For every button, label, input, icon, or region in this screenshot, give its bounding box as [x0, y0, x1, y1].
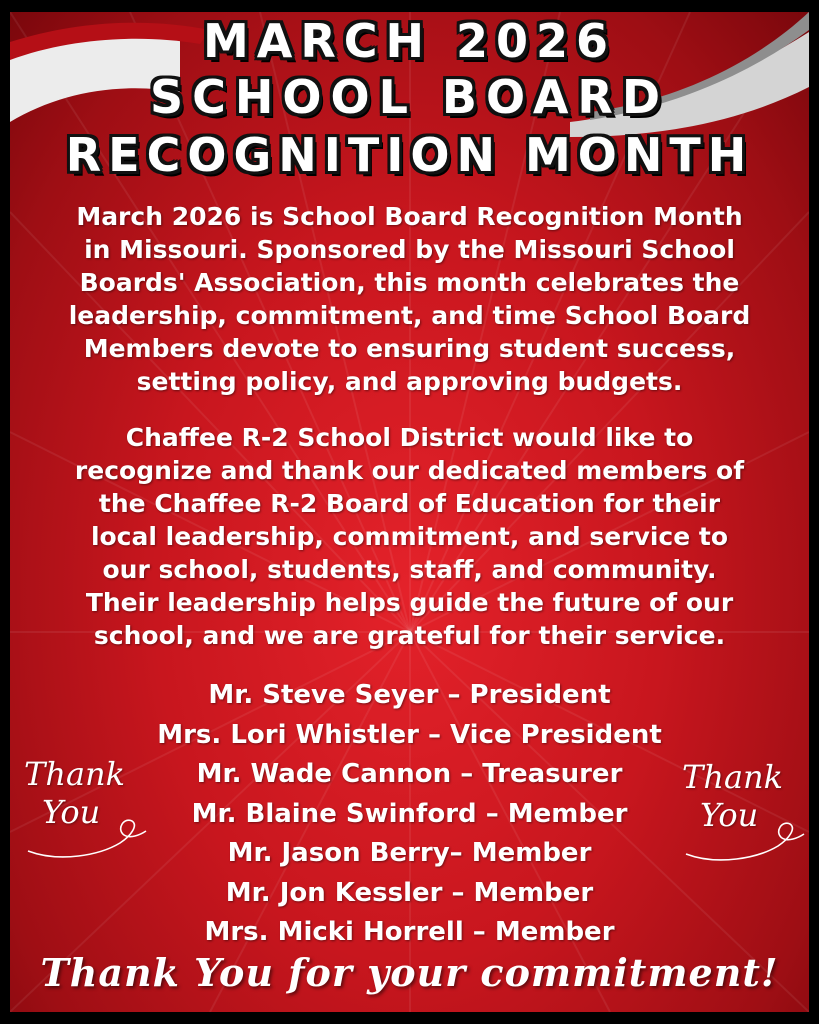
closing-thank-you: Thank You for your commitment!	[40, 950, 779, 995]
board-member: Mr. Blaine Swinford – Member	[191, 798, 628, 829]
board-member: Mrs. Lori Whistler – Vice President	[157, 719, 662, 750]
board-member: Mr. Jason Berry– Member	[227, 838, 592, 868]
district-line: our school, students, staff, and community.	[102, 555, 717, 584]
intro-line: Members devote to ensuring student success,	[83, 334, 736, 363]
title-line-1: MARCH 2026	[202, 14, 617, 68]
district-line: the Chaffee R-2 Board of Education for their	[98, 489, 721, 518]
thank-you-script-right	[678, 758, 808, 868]
intro-line: in Missouri. Sponsored by the Missouri School	[84, 235, 735, 264]
district-line: local leadership, commitment, and service to	[90, 522, 729, 551]
script-word-thank: Thank	[24, 755, 126, 793]
title-line-3: RECOGNITION MONTH	[65, 128, 754, 182]
district-line: school, and we are grateful for their service.	[93, 621, 726, 650]
script-word-you: You	[42, 793, 101, 831]
board-member: Mr. Wade Cannon – Treasurer	[196, 759, 623, 789]
script-word-thank: Thank	[682, 758, 784, 796]
intro-line: setting policy, and approving budgets.	[136, 367, 683, 396]
board-member: Mrs. Micki Horrell – Member	[204, 917, 615, 947]
flourish-right	[678, 758, 808, 868]
title-line-2: SCHOOL BOARD	[149, 70, 670, 124]
script-word-you: You	[700, 796, 759, 834]
intro-line: March 2026 is School Board Recognition Month	[76, 202, 743, 231]
intro-paragraph	[0, 200, 819, 398]
flourish-left	[20, 755, 150, 865]
district-line: Chaffee R-2 School District would like to	[125, 423, 694, 452]
intro-line: leadership, commitment, and time School Board	[68, 301, 751, 330]
district-line: recognize and thank our dedicated members of	[74, 456, 745, 485]
board-member: Mr. Steve Seyer – President	[208, 680, 611, 710]
district-paragraph	[0, 421, 819, 652]
intro-line: Boards' Association, this month celebrates the	[79, 268, 740, 297]
thank-you-script-left	[20, 755, 150, 865]
district-line: Their leadership helps guide the future of our	[85, 588, 734, 617]
board-member: Mr. Jon Kessler – Member	[225, 877, 594, 908]
